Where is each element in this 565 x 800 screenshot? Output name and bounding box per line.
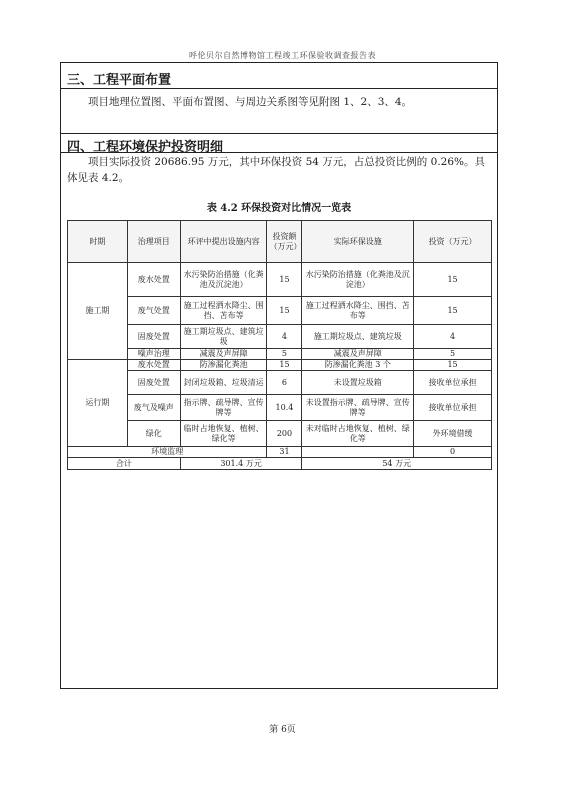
- monitoring-actual-measure: [302, 447, 414, 458]
- table-row-monitoring: [68, 447, 492, 458]
- section4-divider: [61, 152, 497, 153]
- cell-eia-invest: 4: [267, 325, 302, 349]
- table-row: [68, 395, 492, 421]
- cell-eia-measure: 临时占地恢复、植树、绿化等: [180, 421, 267, 447]
- cell-eia-invest: 15: [267, 297, 302, 325]
- header-actual-invest: 投资（万元）: [414, 221, 492, 263]
- section4-top-divider: [61, 133, 497, 134]
- report-frame: [60, 62, 498, 689]
- cell-item: 绿化: [127, 421, 180, 447]
- cell-actual-measure: 未设置指示牌、疏导牌、宣传牌等: [302, 395, 414, 421]
- monitoring-label: 环境监理: [68, 447, 267, 458]
- total-eia: 301.4 万元: [180, 458, 302, 470]
- cell-item: 噪声治理: [127, 349, 180, 360]
- cell-eia-invest: 15: [267, 263, 302, 297]
- table-header-row: [68, 221, 492, 263]
- section3-title: 三、工程平面布置: [67, 73, 172, 88]
- period-operation: 运行期: [68, 360, 128, 447]
- cell-eia-measure: 指示牌、疏导牌、宣传牌等: [180, 395, 267, 421]
- table-row-total: [68, 458, 492, 470]
- table-row: [68, 263, 492, 297]
- cell-actual-invest: 4: [414, 325, 492, 349]
- cell-actual-invest: 接收单位承担: [414, 371, 492, 395]
- cell-eia-measure: 防渗漏化粪池: [180, 360, 267, 371]
- cell-item: 固废处置: [127, 371, 180, 395]
- header-eia-measure: 环评中提出设施内容: [180, 221, 267, 263]
- cell-eia-invest: 15: [267, 360, 302, 371]
- cell-eia-measure: 施工期垃圾点、建筑垃圾: [180, 325, 267, 349]
- cell-actual-invest: 15: [414, 297, 492, 325]
- cell-eia-invest: 200: [267, 421, 302, 447]
- cell-item: 固废处置: [127, 325, 180, 349]
- cell-actual-measure: 未对临时占地恢复、植树、绿化等: [302, 421, 414, 447]
- cell-eia-invest: 6: [267, 371, 302, 395]
- cell-actual-measure: 施工期垃圾点、建筑垃圾: [302, 325, 414, 349]
- page-number: 第 6页: [269, 725, 296, 735]
- cell-actual-measure: 减震及声屏障: [302, 349, 414, 360]
- section4-title: 四、工程环境保护投资明细: [67, 140, 224, 155]
- table-row: [68, 421, 492, 447]
- monitoring-eia-invest: 31: [267, 447, 302, 458]
- total-label: 合计: [68, 458, 181, 470]
- monitoring-actual-invest: 0: [414, 447, 492, 458]
- table-caption: 表 4.2 环保投资对比情况一览表: [206, 203, 352, 214]
- cell-actual-invest: 外环境借缓: [414, 421, 492, 447]
- header-item: 治理项目: [127, 221, 180, 263]
- report-header: 呼伦贝尔自然博物馆工程竣工环保验收调查报告表: [189, 51, 376, 60]
- cell-item: 废气及噪声: [127, 395, 180, 421]
- section3-divider: [61, 88, 497, 89]
- cell-eia-invest: 10.4: [267, 395, 302, 421]
- section3-text: 项目地理位置图、平面布置图、与周边关系图等见附图 1、2、3、4。: [88, 96, 413, 108]
- cell-eia-measure: 减震及声屏障: [180, 349, 267, 360]
- total-actual: 54 万元: [302, 458, 492, 470]
- header-eia-invest: 投资额（万元）: [267, 221, 302, 263]
- cell-actual-measure: 水污染防治措施（化粪池及沉淀池）: [302, 263, 414, 297]
- table-row: [68, 360, 492, 371]
- header-period: 时期: [68, 221, 128, 263]
- cell-eia-measure: 封闭垃圾箱、垃圾清运: [180, 371, 267, 395]
- cell-item: 废水处置: [127, 263, 180, 297]
- table-row: [68, 325, 492, 349]
- cell-actual-invest: 5: [414, 349, 492, 360]
- table-row: [68, 371, 492, 395]
- header-actual-measure: 实际环保设施: [302, 221, 414, 263]
- investment-table: [67, 220, 492, 470]
- cell-actual-invest: 15: [414, 263, 492, 297]
- cell-eia-measure: 施工过程洒水降尘、围挡、苫布等: [180, 297, 267, 325]
- table-row: [68, 297, 492, 325]
- cell-actual-measure: 防渗漏化粪池 3 个: [302, 360, 414, 371]
- cell-item: 废水处置: [127, 360, 180, 371]
- cell-eia-measure: 水污染防治措施（化粪池及沉淀池）: [180, 263, 267, 297]
- section4-text: 项目实际投资 20686.95 万元，其中环保投资 54 万元，占总投资比例的 0.26%。具体见表 4.2。: [67, 156, 486, 184]
- cell-actual-measure: 未设置垃圾箱: [302, 371, 414, 395]
- cell-eia-invest: 5: [267, 349, 302, 360]
- table-row: [68, 349, 492, 360]
- period-construction: 施工期: [68, 263, 128, 360]
- cell-actual-invest: 15: [414, 360, 492, 371]
- cell-actual-measure: 施工过程洒水降尘、围挡、苫布等: [302, 297, 414, 325]
- cell-actual-invest: 接收单位承担: [414, 395, 492, 421]
- cell-item: 废气处置: [127, 297, 180, 325]
